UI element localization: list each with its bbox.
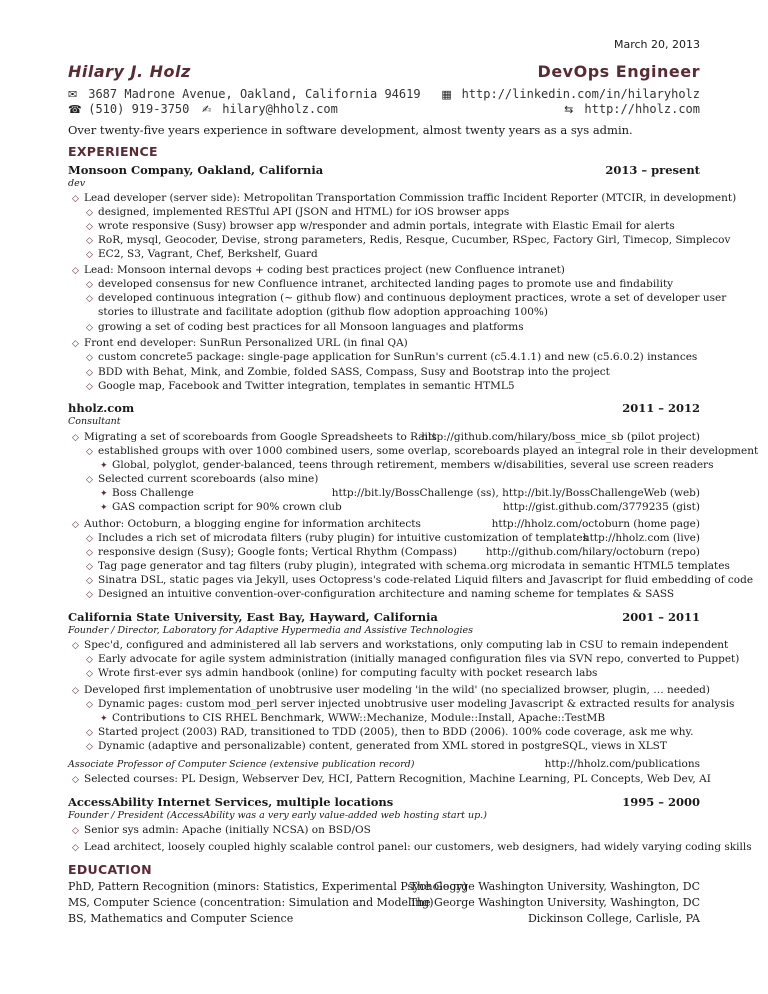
diamond-icon: ◇ xyxy=(86,475,93,485)
diamond-icon: ◇ xyxy=(86,548,93,558)
phone-line xyxy=(68,102,189,116)
email-line xyxy=(202,102,338,116)
list-item: ◇ EC2, S3, Vagrant, Chef, Berkshelf, Guard xyxy=(86,248,318,260)
education-degree: BS, Mathematics and Computer Science xyxy=(68,912,294,925)
diamond-icon: ◇ xyxy=(86,669,93,679)
job-org: California State University, East Bay, Hayward, California xyxy=(68,610,438,624)
diamond-icon: ◇ xyxy=(86,382,93,392)
website-line xyxy=(564,102,700,116)
diamond-icon: ◇ xyxy=(86,250,93,260)
education-degree: PhD, Pattern Recognition (minors: Statistics, Experimental Psychology) xyxy=(68,880,467,893)
diamond-icon: ◇ xyxy=(86,236,93,246)
list-item: ◇ Author: Octoburn, a blogging engine for information architects xyxy=(72,518,421,530)
diamond-icon: ◇ xyxy=(72,194,79,204)
job-title: DevOps Engineer xyxy=(537,62,700,81)
link-icon: ⇆ xyxy=(564,103,574,116)
address: 3687 Madrone Avenue, Oakland, California 94619 xyxy=(88,87,421,101)
diamond-icon: ◇ xyxy=(72,641,79,651)
diamond-icon: ◇ xyxy=(86,655,93,665)
list-item: ◇ wrote responsive (Susy) browser app w/responder and admin portals, integrate with Elastic Email for alerts xyxy=(86,220,675,232)
gist-link[interactable]: http://gist.github.com/3779235 (gist) xyxy=(502,501,700,513)
star-icon: ✦ xyxy=(100,503,108,513)
list-item: ◇ growing a set of coding best practices for all Monsoon languages and platforms xyxy=(86,321,524,333)
list-item: ◇ Sinatra DSL, static pages via Jekyll, uses Octopress's code-related Liquid filters and Javascript for fluid embedding of code xyxy=(86,574,754,586)
diamond-icon: ◇ xyxy=(72,266,79,276)
education-degree: MS, Computer Science (concentration: Simulation and Modeling) xyxy=(68,896,434,909)
list-item: ◇ developed consensus for new Confluence intranet, architected landing pages to promote use and findability xyxy=(86,278,674,290)
education-school: Dickinson College, Carlisle, PA xyxy=(527,912,700,925)
diamond-icon: ◇ xyxy=(72,433,79,443)
education-school: The George Washington University, Washington, DC xyxy=(409,896,700,909)
job-years: 2001 – 2011 xyxy=(622,610,700,624)
list-item: ✦ Boss Challenge xyxy=(100,487,194,499)
diamond-icon: ◇ xyxy=(86,576,93,586)
diamond-icon: ◇ xyxy=(72,686,79,696)
envelope-icon: ✉ xyxy=(68,88,78,101)
diamond-icon: ◇ xyxy=(86,368,93,378)
job-years: 1995 – 2000 xyxy=(622,795,700,809)
job-years: 2013 – present xyxy=(605,163,700,177)
date: March 20, 2013 xyxy=(613,38,700,51)
summary: Over twenty-five years experience in software development, almost twenty years as a sys admin. xyxy=(68,123,633,137)
diamond-icon: ◇ xyxy=(86,562,93,572)
list-item: ◇ Migrating a set of scoreboards from Google Spreadsheets to Rails xyxy=(72,431,437,443)
list-item: ◇ Senior sys admin: Apache (initially NCSA) on BSD/OS xyxy=(72,824,371,836)
section-heading-experience: EXPERIENCE xyxy=(68,144,158,159)
list-item-continuation: stories to illustrate and facilitate adoption (github flow adoption approaching 100%) xyxy=(98,306,548,318)
list-item: ◇ Spec'd, configured and administered all lab servers and workstations, only computing lab in CSU to remain independent xyxy=(72,639,729,651)
job-org: hholz.com xyxy=(68,401,135,415)
education-school: The George Washington University, Washington, DC xyxy=(409,880,700,893)
repo-link[interactable]: http://github.com/hilary/octoburn (repo) xyxy=(485,546,700,558)
diamond-icon: ◇ xyxy=(86,590,93,600)
list-item: ◇ Early advocate for agile system administration (initially managed configuration files via SVN repo, converted to Puppet) xyxy=(86,653,740,665)
star-icon: ✦ xyxy=(100,461,108,471)
diamond-icon: ◇ xyxy=(86,534,93,544)
list-item: ✦ Contributions to CIS RHEL Benchmark, WWW::Mechanize, Module::Install, Apache::TestMB xyxy=(100,712,606,724)
linkedin-icon: ▦ xyxy=(441,88,452,101)
email-link[interactable]: hilary@hholz.com xyxy=(222,102,338,116)
diamond-icon: ◇ xyxy=(86,294,93,304)
job-role: dev xyxy=(68,178,86,189)
list-item: ◇ Selected current scoreboards (also mine) xyxy=(86,473,319,485)
publications-link[interactable]: http://hholz.com/publications xyxy=(544,758,700,770)
list-item: ✦ GAS compaction script for 90% crown club xyxy=(100,501,342,513)
list-item: ◇ Dynamic (adaptive and personalizable) content, generated from XML stored in postgreSQL, views in XLST xyxy=(86,740,667,752)
home-page-link[interactable]: http://hholz.com/octoburn (home page) xyxy=(491,518,700,530)
star-icon: ✦ xyxy=(100,489,108,499)
list-item: ◇ developed continuous integration (~ github flow) and continuous deployment practices, wrote a set of developer user xyxy=(86,292,727,304)
list-item: ◇ Google map, Facebook and Twitter integration, templates in semantic HTML5 xyxy=(86,380,515,392)
list-item: ◇ Lead developer (server side): Metropolitan Transportation Commission traffic Incident Reporter (MTCIR, in development) xyxy=(72,192,737,204)
diamond-icon: ◇ xyxy=(72,826,79,836)
list-item: ◇ Includes a rich set of microdata filters (ruby plugin) for intuitive customization of templates xyxy=(86,532,588,544)
list-item: ◇ custom concrete5 package: single-page application for SunRun's current (c5.4.1.1) and new (c5.6.0.2) instances xyxy=(86,351,698,363)
diamond-icon: ◇ xyxy=(86,728,93,738)
list-item: ◇ Lead: Monsoon internal devops + coding best practices project (new Confluence intranet) xyxy=(72,264,565,276)
diamond-icon: ◇ xyxy=(72,520,79,530)
list-item: ◇ established groups with over 1000 combined users, some overlap, scoreboards played an integral role in their development xyxy=(86,445,759,457)
list-item: ◇ designed, implemented RESTful API (JSON and HTML) for iOS browser apps xyxy=(86,206,510,218)
job-years: 2011 – 2012 xyxy=(622,401,700,415)
phone: (510) 919-3750 xyxy=(88,102,190,116)
job-role-secondary: Associate Professor of Computer Science (extensive publication record) xyxy=(68,759,415,770)
list-item: ◇ Wrote first-ever sys admin handbook (online) for computing faculty with pocket research labs xyxy=(86,667,598,679)
diamond-icon: ◇ xyxy=(72,339,79,349)
list-item: ✦ Global, polyglot, gender-balanced, teens through retirement, members w/disabilities, several use screen readers xyxy=(100,459,714,471)
diamond-icon: ◇ xyxy=(86,280,93,290)
live-link[interactable]: http://hholz.com (live) xyxy=(582,532,700,544)
diamond-icon: ◇ xyxy=(86,700,93,710)
job-role: Consultant xyxy=(68,416,121,427)
list-item: ◇ Developed first implementation of unobtrusive user modeling 'in the wild' (no specialized browser, plugin, … needed) xyxy=(72,684,710,696)
job-role: Founder / President (AccessAbility was a very early value-added web hosting start up.) xyxy=(68,810,487,821)
list-item: ◇ Designed an intuitive convention-over-configuration architecture and naming scheme for templates & SASS xyxy=(86,588,675,600)
project-link[interactable]: http://github.com/hilary/boss_mice_sb (pilot project) xyxy=(421,431,700,443)
scoreboard-link[interactable]: http://bit.ly/BossChallenge (ss), http://bit.ly/BossChallengeWeb (web) xyxy=(331,487,700,499)
list-item: ◇ RoR, mysql, Geocoder, Devise, strong parameters, Redis, Resque, Cucumber, RSpec, Factory Girl, Timecop, Simplecov xyxy=(86,234,731,246)
list-item: ◇ Started project (2003) RAD, transitioned to TDD (2005), then to BDD (2006). 100% code coverage, ask me why. xyxy=(86,726,694,738)
diamond-icon: ◇ xyxy=(72,775,79,785)
list-item: ◇ Front end developer: SunRun Personalized URL (in final QA) xyxy=(72,337,408,349)
linkedin-link[interactable]: http://linkedin.com/in/hilaryholz xyxy=(461,87,700,101)
list-item: ◇ responsive design (Susy); Google fonts; Vertical Rhythm (Compass) xyxy=(86,546,458,558)
diamond-icon: ◇ xyxy=(72,843,79,853)
list-item: ◇ Dynamic pages: custom mod_perl server injected unobtrusive user modeling Javascript & extracted results for analysis xyxy=(86,698,735,710)
list-item: ◇ Selected courses: PL Design, Webserver Dev, HCI, Pattern Recognition, Machine Learning, PL Concepts, Web Dev, AI xyxy=(72,773,711,785)
list-item: ◇ Lead architect, loosely coupled highly scalable control panel: our customers, web designers, had widely varying coding skills xyxy=(72,841,752,853)
diamond-icon: ◇ xyxy=(86,208,93,218)
diamond-icon: ◇ xyxy=(86,353,93,363)
section-heading-education: EDUCATION xyxy=(68,862,152,877)
pen-icon: ✍ xyxy=(202,103,212,116)
diamond-icon: ◇ xyxy=(86,222,93,232)
diamond-icon: ◇ xyxy=(86,742,93,752)
phone-icon: ☎ xyxy=(68,103,82,116)
job-org: Monsoon Company, Oakland, California xyxy=(68,163,324,177)
job-org: AccessAbility Internet Services, multiple locations xyxy=(68,795,394,809)
star-icon: ✦ xyxy=(100,714,108,724)
list-item: ◇ BDD with Behat, Mink, and Zombie, folded SASS, Compass, Susy and Bootstrap into the project xyxy=(86,366,610,378)
address-line xyxy=(68,87,421,101)
diamond-icon: ◇ xyxy=(86,447,93,457)
website-link[interactable]: http://hholz.com xyxy=(584,102,700,116)
list-item: ◇ Tag page generator and tag filters (ruby plugin), integrated with schema.org microdata in semantic HTML5 templates xyxy=(86,560,730,572)
diamond-icon: ◇ xyxy=(86,323,93,333)
candidate-name: Hilary J. Holz xyxy=(68,62,191,81)
job-role: Founder / Director, Laboratory for Adaptive Hypermedia and Assistive Technologies xyxy=(68,625,473,636)
linkedin-line xyxy=(441,87,700,101)
